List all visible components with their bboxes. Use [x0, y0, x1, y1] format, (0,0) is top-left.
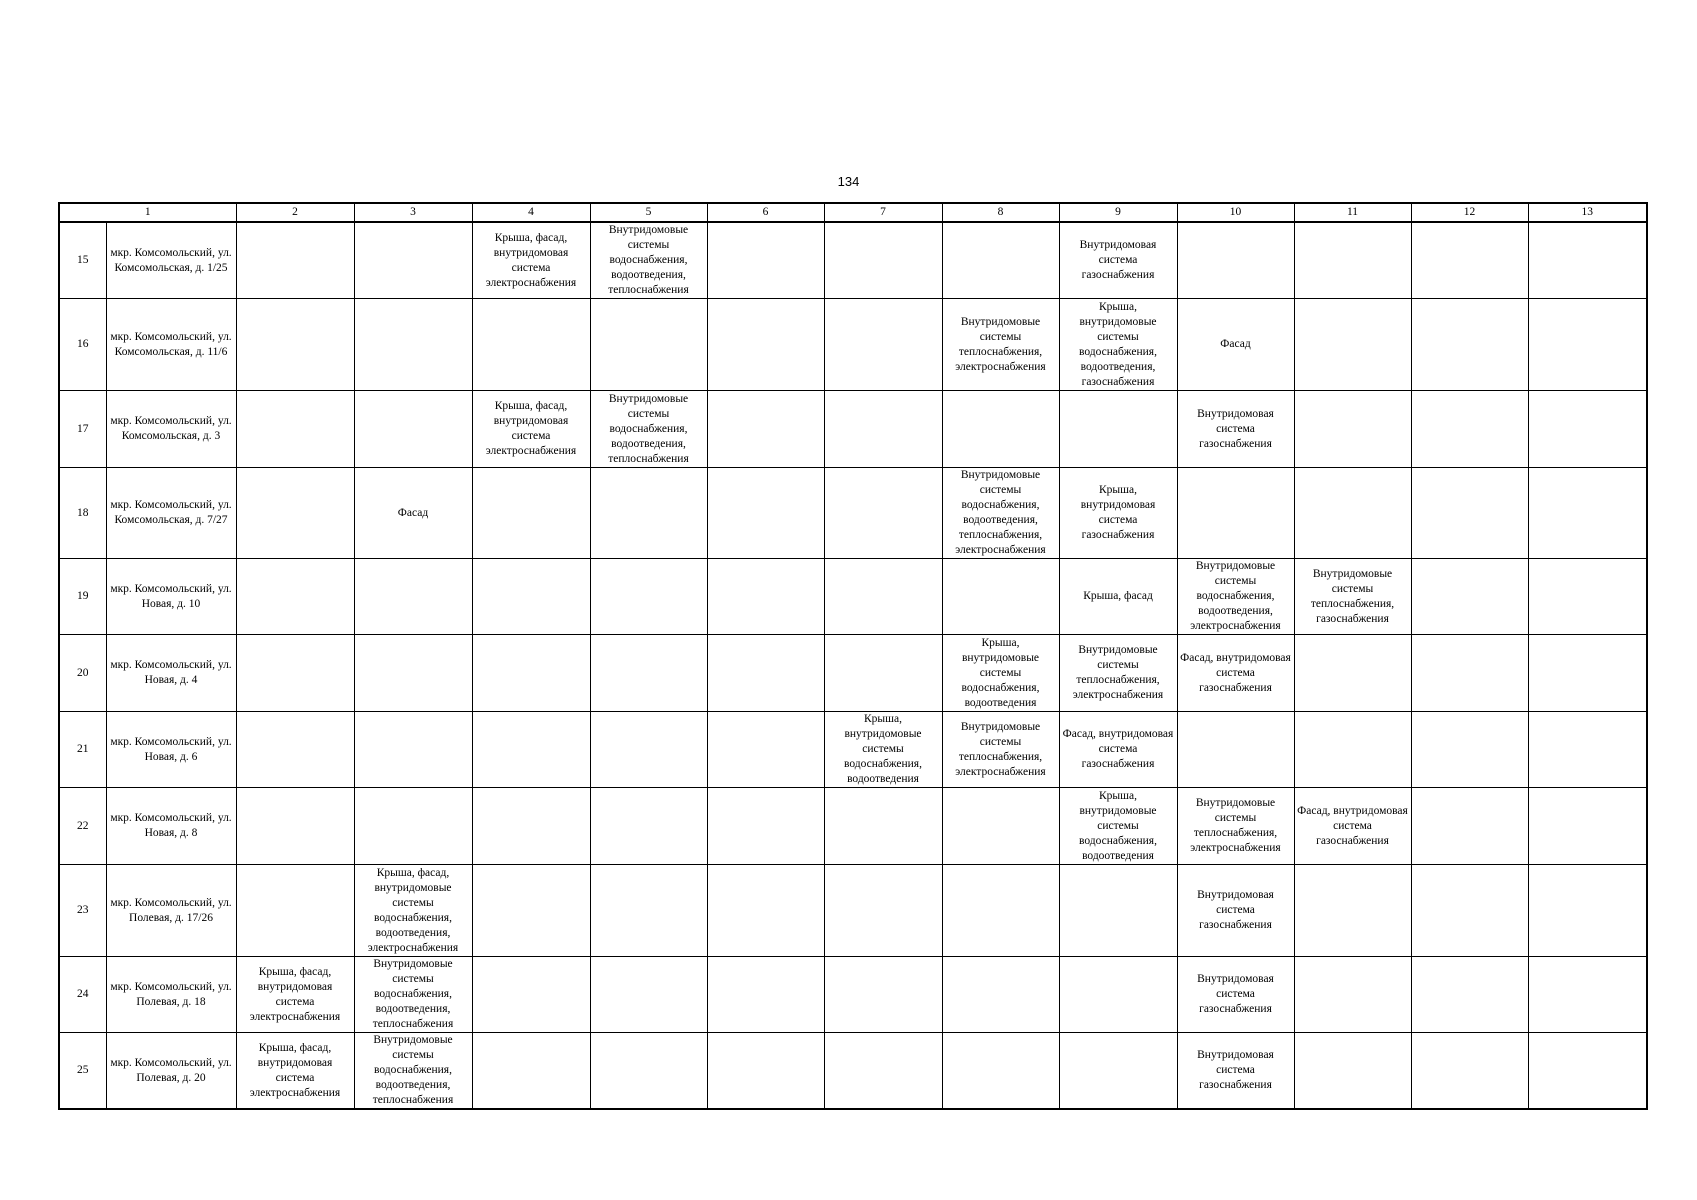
repair-work-cell	[824, 957, 942, 1033]
repair-work-cell	[1411, 1033, 1528, 1110]
repair-work-cell	[354, 391, 472, 468]
repair-work-cell	[1411, 635, 1528, 712]
repair-work-cell	[707, 788, 824, 865]
row-number: 15	[59, 222, 106, 299]
repair-work-cell: Крыша, фасад, внутридомовая система электроснабжения	[236, 957, 354, 1033]
repair-work-cell	[1528, 788, 1647, 865]
repair-work-cell	[1177, 712, 1294, 788]
repair-work-cell	[354, 788, 472, 865]
repair-work-cell	[1177, 468, 1294, 559]
repair-work-cell: Крыша, фасад, внутридомовая система электроснабжения	[472, 391, 590, 468]
column-number-header: 2	[236, 203, 354, 222]
column-number-header: 9	[1059, 203, 1177, 222]
table-row	[59, 391, 1647, 468]
repair-work-cell	[1411, 712, 1528, 788]
repair-work-cell: Внутридомовые системы водоснабжения, водоотведения, теплоснабжения	[590, 391, 707, 468]
repair-work-cell	[707, 559, 824, 635]
repair-work-cell	[236, 299, 354, 391]
repair-work-cell	[1528, 635, 1647, 712]
repair-work-cell	[1294, 299, 1411, 391]
repair-work-cell: Фасад, внутридомовая система газоснабжения	[1177, 635, 1294, 712]
repair-work-cell	[942, 1033, 1059, 1110]
column-number-header-row	[59, 203, 1647, 222]
row-number: 16	[59, 299, 106, 391]
repair-work-cell	[1059, 865, 1177, 957]
page-number: 134	[837, 174, 860, 189]
column-number-header: 12	[1411, 203, 1528, 222]
table-row	[59, 712, 1647, 788]
column-number-header: 7	[824, 203, 942, 222]
building-address: мкр. Комсомольский, ул. Новая, д. 6	[106, 712, 236, 788]
repair-work-cell: Внутридомовые системы теплоснабжения, электроснабжения	[942, 712, 1059, 788]
repair-work-cell	[942, 865, 1059, 957]
table-row	[59, 468, 1647, 559]
repair-work-cell: Фасад	[354, 468, 472, 559]
row-number: 21	[59, 712, 106, 788]
repair-work-cell	[472, 788, 590, 865]
repair-work-cell	[1294, 865, 1411, 957]
repair-work-cell	[1528, 299, 1647, 391]
repair-work-cell	[472, 559, 590, 635]
repair-work-cell: Внутридомовые системы теплоснабжения, электроснабжения	[1177, 788, 1294, 865]
column-number-header: 5	[590, 203, 707, 222]
repair-work-cell: Внутридомовые системы водоснабжения, водоотведения, теплоснабжения, электроснабжения	[942, 468, 1059, 559]
repair-work-cell	[1528, 222, 1647, 299]
repair-work-cell	[236, 559, 354, 635]
repair-work-cell	[942, 957, 1059, 1033]
repair-work-cell	[354, 559, 472, 635]
repair-work-cell: Внутридомовая система газоснабжения	[1059, 222, 1177, 299]
building-address: мкр. Комсомольский, ул. Новая, д. 8	[106, 788, 236, 865]
building-address: мкр. Комсомольский, ул. Новая, д. 4	[106, 635, 236, 712]
repair-work-cell	[824, 559, 942, 635]
repair-work-cell	[472, 712, 590, 788]
repair-work-cell	[590, 957, 707, 1033]
column-number-header: 4	[472, 203, 590, 222]
row-number: 22	[59, 788, 106, 865]
repair-schedule-table	[58, 202, 1648, 1110]
repair-work-cell	[824, 222, 942, 299]
repair-work-cell	[236, 635, 354, 712]
repair-work-cell: Внутридомовые системы теплоснабжения, газоснабжения	[1294, 559, 1411, 635]
repair-work-cell	[1528, 957, 1647, 1033]
repair-work-cell	[1294, 1033, 1411, 1110]
repair-work-cell	[1294, 391, 1411, 468]
repair-work-cell: Внутридомовые системы теплоснабжения, электроснабжения	[1059, 635, 1177, 712]
building-address: мкр. Комсомольский, ул. Комсомольская, д. 11/6	[106, 299, 236, 391]
repair-work-cell	[942, 222, 1059, 299]
repair-work-cell	[590, 468, 707, 559]
repair-work-cell	[707, 635, 824, 712]
repair-work-cell	[1411, 559, 1528, 635]
repair-work-cell: Фасад, внутридомовая система газоснабжения	[1294, 788, 1411, 865]
row-number: 23	[59, 865, 106, 957]
repair-work-cell	[1411, 865, 1528, 957]
repair-work-cell	[824, 468, 942, 559]
repair-work-cell: Внутридомовая система газоснабжения	[1177, 1033, 1294, 1110]
repair-work-cell	[707, 222, 824, 299]
repair-work-cell	[707, 957, 824, 1033]
repair-work-cell	[824, 635, 942, 712]
repair-work-cell: Крыша, фасад	[1059, 559, 1177, 635]
building-address: мкр. Комсомольский, ул. Полевая, д. 18	[106, 957, 236, 1033]
repair-work-cell: Крыша, фасад, внутридомовая система электроснабжения	[472, 222, 590, 299]
repair-work-cell	[472, 1033, 590, 1110]
repair-work-cell	[1528, 865, 1647, 957]
repair-work-cell	[824, 1033, 942, 1110]
table-row	[59, 299, 1647, 391]
building-address: мкр. Комсомольский, ул. Комсомольская, д. 1/25	[106, 222, 236, 299]
repair-work-cell	[1411, 788, 1528, 865]
repair-work-cell	[707, 865, 824, 957]
row-number: 17	[59, 391, 106, 468]
row-number: 25	[59, 1033, 106, 1110]
repair-work-cell	[1177, 222, 1294, 299]
repair-work-cell	[590, 712, 707, 788]
repair-work-cell	[707, 1033, 824, 1110]
repair-work-cell	[824, 865, 942, 957]
repair-work-cell: Внутридомовая система газоснабжения	[1177, 391, 1294, 468]
repair-work-cell: Внутридомовые системы водоснабжения, водоотведения, электроснабжения	[1177, 559, 1294, 635]
repair-work-cell	[1059, 1033, 1177, 1110]
column-number-header: 1	[59, 203, 236, 222]
repair-work-cell: Крыша, внутридомовые системы водоснабжения, водоотведения	[824, 712, 942, 788]
repair-work-cell	[824, 299, 942, 391]
column-number-header: 3	[354, 203, 472, 222]
repair-work-cell	[354, 712, 472, 788]
table-row	[59, 788, 1647, 865]
repair-work-cell: Внутридомовые системы водоснабжения, водоотведения, теплоснабжения	[590, 222, 707, 299]
repair-work-cell	[707, 299, 824, 391]
repair-work-cell: Фасад	[1177, 299, 1294, 391]
repair-work-cell: Крыша, внутридомовая система газоснабжения	[1059, 468, 1177, 559]
building-address: мкр. Комсомольский, ул. Комсомольская, д. 7/27	[106, 468, 236, 559]
table-row	[59, 559, 1647, 635]
repair-work-cell: Крыша, внутридомовые системы водоснабжения, водоотведения	[942, 635, 1059, 712]
column-number-header: 13	[1528, 203, 1647, 222]
repair-work-cell	[236, 788, 354, 865]
repair-work-cell	[942, 788, 1059, 865]
repair-work-cell	[1528, 712, 1647, 788]
row-number: 18	[59, 468, 106, 559]
repair-work-cell: Внутридомовые системы водоснабжения, водоотведения, теплоснабжения	[354, 957, 472, 1033]
repair-work-cell	[1528, 559, 1647, 635]
table-row	[59, 635, 1647, 712]
repair-work-cell	[590, 1033, 707, 1110]
repair-work-cell	[590, 865, 707, 957]
repair-work-cell	[1528, 468, 1647, 559]
repair-work-cell: Крыша, внутридомовые системы водоснабжения, водоотведения, газоснабжения	[1059, 299, 1177, 391]
repair-work-cell	[707, 468, 824, 559]
repair-work-cell	[824, 788, 942, 865]
repair-work-cell	[236, 391, 354, 468]
repair-work-cell: Внутридомовая система газоснабжения	[1177, 957, 1294, 1033]
repair-work-cell	[1294, 635, 1411, 712]
row-number: 20	[59, 635, 106, 712]
repair-work-cell: Крыша, фасад, внутридомовые системы водоснабжения, водоотведения, электроснабжения	[354, 865, 472, 957]
repair-work-cell	[236, 865, 354, 957]
repair-work-cell: Внутридомовая система газоснабжения	[1177, 865, 1294, 957]
column-number-header: 10	[1177, 203, 1294, 222]
repair-work-cell	[590, 559, 707, 635]
repair-work-cell	[1528, 1033, 1647, 1110]
repair-work-cell	[236, 712, 354, 788]
repair-work-cell	[590, 635, 707, 712]
column-number-header: 11	[1294, 203, 1411, 222]
repair-work-cell	[1411, 468, 1528, 559]
repair-work-cell	[707, 391, 824, 468]
table-row	[59, 1033, 1647, 1110]
repair-work-cell	[472, 468, 590, 559]
repair-work-cell: Фасад, внутридомовая система газоснабжения	[1059, 712, 1177, 788]
repair-work-cell	[824, 391, 942, 468]
table-row	[59, 222, 1647, 299]
repair-work-cell	[1294, 957, 1411, 1033]
building-address: мкр. Комсомольский, ул. Полевая, д. 20	[106, 1033, 236, 1110]
table-row	[59, 957, 1647, 1033]
repair-work-cell: Крыша, внутридомовые системы водоснабжения, водоотведения	[1059, 788, 1177, 865]
repair-work-cell	[1411, 222, 1528, 299]
repair-work-cell	[236, 468, 354, 559]
repair-work-cell	[1411, 391, 1528, 468]
repair-work-cell	[1059, 391, 1177, 468]
repair-work-cell: Крыша, фасад, внутридомовая система электроснабжения	[236, 1033, 354, 1110]
repair-work-cell	[354, 635, 472, 712]
repair-work-cell	[1294, 222, 1411, 299]
building-address: мкр. Комсомольский, ул. Новая, д. 10	[106, 559, 236, 635]
repair-work-cell	[1294, 468, 1411, 559]
repair-work-cell	[472, 299, 590, 391]
column-number-header: 8	[942, 203, 1059, 222]
repair-work-cell	[590, 788, 707, 865]
building-address: мкр. Комсомольский, ул. Полевая, д. 17/26	[106, 865, 236, 957]
repair-work-cell	[472, 957, 590, 1033]
repair-work-cell: Внутридомовые системы теплоснабжения, электроснабжения	[942, 299, 1059, 391]
repair-work-cell	[707, 712, 824, 788]
repair-work-cell	[236, 222, 354, 299]
row-number: 19	[59, 559, 106, 635]
repair-work-cell	[472, 865, 590, 957]
repair-work-cell	[354, 299, 472, 391]
repair-work-cell	[1528, 391, 1647, 468]
repair-work-cell	[1411, 957, 1528, 1033]
column-number-header: 6	[707, 203, 824, 222]
repair-work-cell	[942, 391, 1059, 468]
building-address: мкр. Комсомольский, ул. Комсомольская, д. 3	[106, 391, 236, 468]
repair-work-cell	[942, 559, 1059, 635]
repair-work-cell	[354, 222, 472, 299]
repair-work-cell	[1059, 957, 1177, 1033]
repair-work-cell	[1411, 299, 1528, 391]
repair-work-cell	[1294, 712, 1411, 788]
row-number: 24	[59, 957, 106, 1033]
repair-work-cell	[472, 635, 590, 712]
repair-work-cell: Внутридомовые системы водоснабжения, водоотведения, теплоснабжения	[354, 1033, 472, 1110]
table-row	[59, 865, 1647, 957]
repair-work-cell	[590, 299, 707, 391]
